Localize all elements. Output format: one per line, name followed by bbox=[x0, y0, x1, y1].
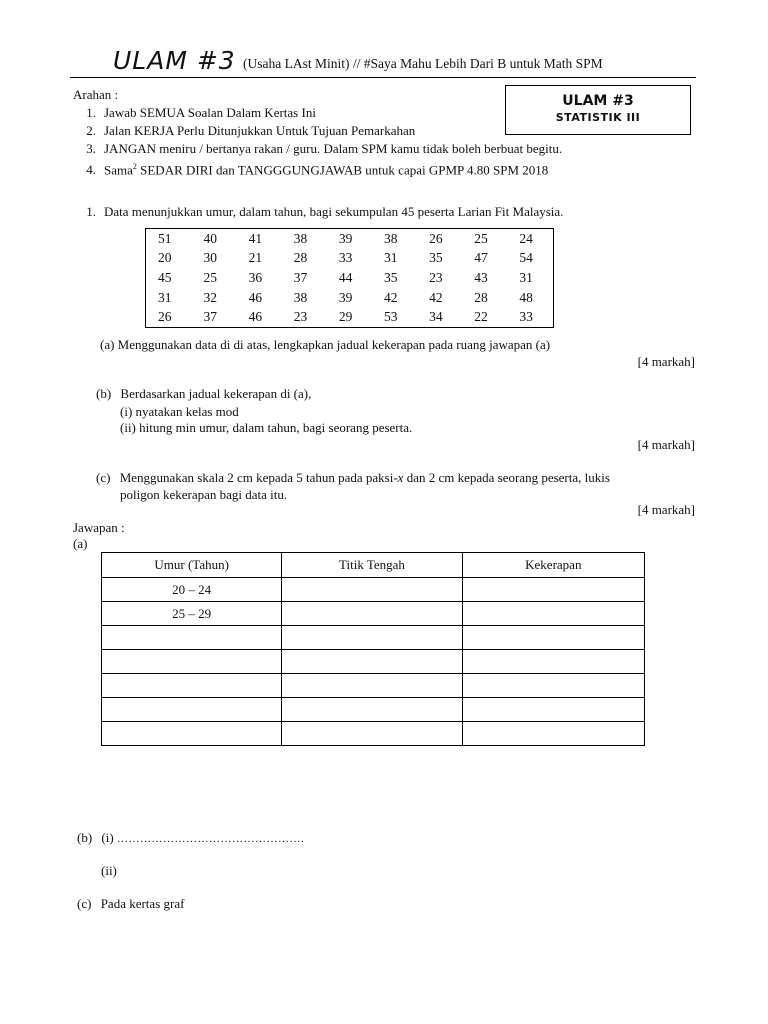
instruction-text: SEDAR DIRI dan TANGGGUNGJAWAB untuk capai GPMP 4.80 SPM 2018 bbox=[136, 162, 549, 178]
instruction-text: Sama bbox=[104, 162, 133, 178]
titik-tengah-cell[interactable] bbox=[282, 698, 462, 722]
umur-cell bbox=[102, 650, 282, 674]
data-cell: 22 bbox=[474, 309, 488, 325]
data-cell: 30 bbox=[203, 250, 218, 266]
umur-cell bbox=[102, 698, 282, 722]
data-cell: 23 bbox=[429, 269, 443, 285]
answer-b-ii-label: (ii) bbox=[101, 863, 117, 878]
data-cell: 37 bbox=[203, 309, 218, 325]
table-row bbox=[102, 578, 645, 602]
part-c bbox=[96, 469, 610, 487]
titik-tengah-cell[interactable] bbox=[282, 674, 462, 698]
part-c-text-2: poligon kekerapan bagi data itu. bbox=[120, 487, 288, 502]
header-titik-tengah: Titik Tengah bbox=[282, 553, 462, 578]
data-cell: 47 bbox=[474, 250, 488, 266]
answer-heading: Jawapan : bbox=[73, 520, 125, 535]
data-cell: 37 bbox=[293, 269, 308, 285]
header-divider bbox=[70, 77, 696, 78]
data-cell: 40 bbox=[203, 230, 218, 246]
worksheet-title: ULAM #3 bbox=[113, 46, 236, 75]
part-b-i: (i) nyatakan kelas mod bbox=[120, 404, 239, 419]
instruction-item bbox=[73, 122, 562, 140]
data-cell: 29 bbox=[338, 309, 353, 325]
instruction-text: Jawab SEMUA Soalan Dalam Kertas Ini bbox=[104, 105, 316, 120]
data-cell: 35 bbox=[429, 250, 443, 266]
part-c-label: (c) bbox=[96, 470, 111, 485]
table-row bbox=[102, 722, 645, 746]
kekerapan-cell[interactable] bbox=[462, 674, 644, 698]
part-b-text: Berdasarkan jadual kekerapan di (a), bbox=[120, 386, 312, 401]
kekerapan-cell[interactable] bbox=[462, 578, 644, 602]
data-cell: 33 bbox=[519, 309, 533, 325]
data-row bbox=[146, 288, 554, 308]
instruction-item bbox=[73, 104, 562, 122]
data-cell: 36 bbox=[248, 269, 263, 285]
data-cell: 33 bbox=[338, 250, 353, 266]
data-cell: 28 bbox=[293, 250, 308, 266]
kekerapan-cell[interactable] bbox=[462, 602, 644, 626]
topic-box-subtitle: STATISTIK III bbox=[555, 111, 641, 124]
question-1 bbox=[73, 203, 563, 221]
data-cell: 39 bbox=[338, 230, 353, 246]
data-cell: 54 bbox=[519, 250, 533, 266]
answer-c-text: Pada kertas graf bbox=[100, 896, 185, 911]
data-cell: 43 bbox=[474, 269, 488, 285]
instruction-number: 4. bbox=[86, 162, 96, 178]
data-cell: 34 bbox=[429, 309, 443, 325]
instruction-number: 1. bbox=[86, 105, 96, 120]
data-cell: 28 bbox=[474, 289, 488, 305]
titik-tengah-cell[interactable] bbox=[282, 578, 462, 602]
part-a-text: (a) Menggunakan data di di atas, lengkapkan jadual kekerapan pada ruang jawapan (a) bbox=[100, 337, 551, 352]
topic-box-title: ULAM #3 bbox=[562, 93, 634, 109]
question-text: Data menunjukkan umur, dalam tahun, bagi sekumpulan 45 peserta Larian Fit Malaysia. bbox=[104, 204, 564, 219]
umur-cell bbox=[102, 674, 282, 698]
data-cell: 25 bbox=[474, 230, 488, 246]
raw-data-table bbox=[145, 228, 554, 328]
instructions bbox=[73, 86, 562, 179]
kekerapan-cell[interactable] bbox=[462, 650, 644, 674]
data-row bbox=[146, 268, 554, 288]
part-b bbox=[96, 385, 311, 403]
data-cell: 45 bbox=[158, 269, 172, 285]
data-cell: 25 bbox=[203, 269, 218, 285]
header-umur: Umur (Tahun) bbox=[102, 553, 282, 578]
table-row bbox=[102, 674, 645, 698]
data-cell: 46 bbox=[248, 309, 263, 325]
part-c-text: Menggunakan skala 2 cm kepada 5 tahun pada paksi-x dan 2 cm kepada seorang peserta, lukis bbox=[119, 470, 610, 485]
data-row bbox=[146, 249, 554, 269]
answer-a-label: (a) bbox=[73, 536, 88, 551]
answer-b-i bbox=[77, 829, 304, 848]
instructions-heading: Arahan : bbox=[73, 87, 119, 102]
data-cell: 38 bbox=[384, 230, 398, 246]
question-number: 1. bbox=[86, 204, 96, 219]
frequency-table bbox=[101, 552, 645, 746]
kekerapan-cell[interactable] bbox=[462, 626, 644, 650]
part-a-marks: [4 markah] bbox=[637, 354, 695, 369]
data-cell: 53 bbox=[384, 309, 398, 325]
part-b-label: (b) bbox=[96, 386, 112, 401]
data-cell: 24 bbox=[519, 230, 533, 246]
umur-cell bbox=[102, 722, 282, 746]
data-cell: 21 bbox=[248, 250, 263, 266]
data-cell: 39 bbox=[338, 289, 353, 305]
umur-cell: 20 – 24 bbox=[102, 578, 282, 602]
umur-cell bbox=[102, 626, 282, 650]
data-cell: 26 bbox=[158, 309, 172, 325]
instruction-item bbox=[73, 140, 562, 158]
part-c-marks: [4 markah] bbox=[637, 502, 695, 517]
header-kekerapan: Kekerapan bbox=[462, 553, 644, 578]
data-cell: 26 bbox=[429, 230, 443, 246]
data-cell: 41 bbox=[248, 230, 263, 246]
instruction-number: 3. bbox=[86, 141, 96, 156]
data-cell: 31 bbox=[384, 250, 398, 266]
data-row bbox=[146, 229, 554, 249]
data-cell: 20 bbox=[158, 250, 172, 266]
data-cell: 23 bbox=[293, 309, 308, 325]
kekerapan-cell[interactable] bbox=[462, 722, 644, 746]
data-cell: 31 bbox=[158, 289, 172, 305]
table-row bbox=[102, 626, 645, 650]
titik-tengah-cell[interactable] bbox=[282, 650, 462, 674]
data-cell: 48 bbox=[519, 289, 533, 305]
kekerapan-cell[interactable] bbox=[462, 698, 644, 722]
instruction-text: Jalan KERJA Perlu Ditunjukkan Untuk Tujuan Pemarkahan bbox=[104, 123, 416, 138]
titik-tengah-cell[interactable] bbox=[282, 602, 462, 626]
answer-b-i-dotted-line[interactable]: …………………………………………. bbox=[116, 833, 305, 845]
data-cell: 51 bbox=[158, 230, 172, 246]
part-b-ii: (ii) hitung min umur, dalam tahun, bagi seorang peserta. bbox=[120, 420, 413, 435]
worksheet-subtitle: (Usaha LAst Minit) // #Saya Mahu Lebih Dari B untuk Math SPM bbox=[243, 56, 603, 71]
part-b-marks: [4 markah] bbox=[637, 437, 695, 452]
titik-tengah-cell[interactable] bbox=[282, 626, 462, 650]
umur-cell: 25 – 29 bbox=[102, 602, 282, 626]
data-cell: 35 bbox=[384, 269, 398, 285]
table-row bbox=[102, 650, 645, 674]
titik-tengah-cell[interactable] bbox=[282, 722, 462, 746]
answer-b-i-label: (i) bbox=[101, 830, 114, 845]
instruction-superscript: 2 bbox=[132, 162, 137, 171]
answer-b-label: (b) bbox=[77, 830, 93, 845]
data-row bbox=[146, 307, 554, 327]
instruction-item bbox=[73, 158, 562, 179]
data-cell: 38 bbox=[293, 289, 308, 305]
data-cell: 38 bbox=[293, 230, 308, 246]
data-cell: 42 bbox=[384, 289, 398, 305]
data-cell: 42 bbox=[429, 289, 443, 305]
answer-c-label: (c) bbox=[77, 896, 92, 911]
data-cell: 31 bbox=[519, 269, 533, 285]
instruction-number: 2. bbox=[86, 123, 96, 138]
table-row bbox=[102, 698, 645, 722]
table-row bbox=[102, 602, 645, 626]
data-cell: 32 bbox=[203, 289, 218, 305]
data-cell: 44 bbox=[338, 269, 353, 285]
instruction-text: JANGAN meniru / bertanya rakan / guru. Dalam SPM kamu tidak boleh berbuat begitu. bbox=[104, 141, 563, 156]
data-cell: 46 bbox=[248, 289, 263, 305]
answer-c bbox=[77, 895, 184, 913]
